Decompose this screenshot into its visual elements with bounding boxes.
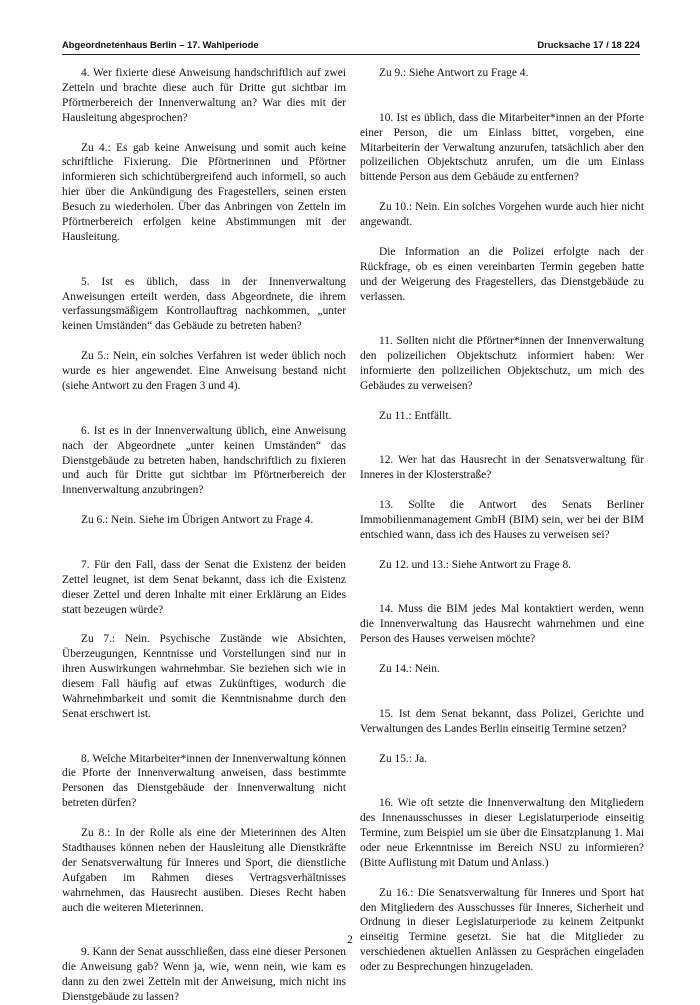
question-8: 8. Welche Mitarbeiter*innen der Innenverwaltung können die Pforte der Innenverwaltung anweisen, dass bestimmte Personen das Dienstgebäude der Innenverwaltung nicht betreten dürfen? — [62, 752, 346, 810]
answer-4: Zu 4.: Es gab keine Anweisung und somit auch keine schriftliche Fixierung. Die Pförtnerinnen und Pförtner informieren sich schichtübergreifend auch informell, so auch hier über die Ankündigung des Fragestellers, seinen ersten Besuch zu wiederholen. Über das Anbringen von Zetteln im Pförtnerbereich erfolgen keine Abstimmungen mit der Hausleitung. — [62, 141, 346, 243]
left-column — [62, 66, 346, 1005]
answer-15: Zu 15.: Ja. — [379, 752, 428, 765]
answer-7: Zu 7.: Nein. Psychische Zustände wie Absichten, Überzeugungen, Kenntnisse und Vorstellungen sind nur in ihren Auswirkungen wahrnehmbar. Sie beziehen sich wie in diesem Fall häufig auf etwas Zukünftiges, wodurch die Wahrnehmbarkeit und somit die Kenntnisnahme durch den Senat erschwert ist. — [62, 633, 346, 720]
header-publisher: Abgeordnetenhaus Berlin – 17. Wahlperiode — [62, 39, 259, 50]
question-16: 16. Wie oft setzte die Innenverwaltung den Mitgliedern des Innenausschusses in dieser Legislaturperiode einseitig Termine, zum Beispiel um sie über die Einsatzplanung 1. Mai oder neue Erkenntnisse im Bereich NSU zu informieren? (Bitte Auflistung mit Datum und Anlass.) — [360, 797, 644, 869]
answer-10: Zu 10.: Nein. Ein solches Vorgehen wurde auch hier nicht angewandt. — [360, 201, 644, 229]
page-header — [62, 39, 640, 53]
header-rule — [62, 54, 640, 55]
answer-5: Zu 5.: Nein, ein solches Verfahren ist weder üblich noch wurde es hier angewendet. Eine Anweisung bestand nicht (siehe Antwort zu den Fragen 3 und 4). — [62, 350, 346, 392]
question-13: 13. Sollte die Antwort des Senats Berliner Immobilienmanagement GmbH (BIM) sein, wer bei der BIM entschied wann, dass ich des Hauses zu verweisen sei? — [360, 499, 644, 541]
right-column — [360, 66, 644, 975]
question-10: 10. Ist es üblich, dass die Mitarbeiter*innen an der Pforte einer Person, die um Einlass bittet, vorgeben, eine Mitarbeiterin der Verwaltung anzurufen, tatsächlich aber den polizeilichen Objektschutz anrufen, um die um Einlass bittende Person aus dem Gebäude zu entfernen? — [360, 111, 644, 184]
question-9: 9. Kann der Senat ausschließen, dass eine dieser Personen die Anweisung gab? Wenn ja, wie, wenn nein, wie kam es dann zu den zwei Zetteln mit der Anweisung, mich nicht ins Dienstgebäude zu lassen? — [62, 946, 346, 1004]
question-6: 6. Ist es in der Innenverwaltung üblich, eine Anweisung nach der Abgeordnete „unter keinen Umständen“ das Dienstgebäude zu betreten haben, handschriftlich zu fixieren und auch für Dritte gut sichtbar im Pförtnerbereich der Innenverwaltung anzubringen? — [62, 424, 346, 497]
answer-14: Zu 14.: Nein. — [379, 663, 440, 676]
answer-6: Zu 6.: Nein. Siehe im Übrigen Antwort zu Frage 4. — [81, 514, 314, 527]
question-4: 4. Wer fixierte diese Anweisung handschriftlich auf zwei Zetteln und brachte diese auch für Dritte gut sichtbar im Pförtnerbereich der Innenverwaltung an? War dies mit der Hausleitung abgesprochen? — [62, 67, 346, 124]
header-document-number: Drucksache 17 / 18 224 — [537, 39, 640, 50]
answer-10-continued: Die Information an die Polizei erfolgte nach der Rückfrage, ob es einen vereinbarten Termin gegeben hatte und der Weigerung des Fragestellers, das Dienstgebäude zu verlassen. — [360, 245, 644, 303]
answer-8: Zu 8.: In der Rolle als eine der Mieterinnen des Alten Stadthauses können neben der Hausleitung alle Dienstkräfte der Senatsverwaltung für Inneres und Sport, die dienstliche Aufgaben im Rahmen dieses Vertragsverhältnisses wahrnehmen, das Hausrecht ausüben. Dieses Recht haben auch die weiteren Mieterinnen. — [62, 827, 346, 914]
question-12: 12. Wer hat das Hausrecht in der Senatsverwaltung für Inneres in der Klosterstraße? — [360, 454, 644, 482]
question-11: 11. Sollten nicht die Pförtner*innen der Innenverwaltung den polizeilichen Objektschutz informiert haben: Wer informierte den polizeilichen Objektschutz, um mich des Gebäudes zu verweisen? — [360, 335, 644, 392]
question-7: 7. Für den Fall, dass der Senat die Existenz der beiden Zettel leugnet, ist dem Senat bekannt, dass ich die Existenz dieser Zettel und deren Inhalte mit einer Erklärung an Eides statt bezeugen würde? — [62, 558, 346, 616]
answer-9: Zu 9.: Siehe Antwort zu Frage 4. — [379, 67, 529, 79]
answer-12-13: Zu 12. und 13.: Siehe Antwort zu Frage 8. — [379, 558, 572, 571]
question-15: 15. Ist dem Senat bekannt, dass Polizei, Gerichte und Verwaltungen des Landes Berlin einseitig Termine setzen? — [360, 707, 644, 735]
answer-11: Zu 11.: Entfällt. — [379, 409, 452, 422]
page-number: 2 — [347, 934, 353, 946]
question-5: 5. Ist es üblich, dass in der Innenverwaltung Anweisungen erteilt werden, dass Abgeordnete, die ihrem verfassungsmäßigem Kontrollauftrag nachkommen, „unter keinen Umständen“ das Gebäude zu betreten haben? — [62, 275, 346, 333]
question-14: 14. Muss die BIM jedes Mal kontaktiert werden, wenn die Innenverwaltung das Hausrecht wahrnehmen und eine Person des Hauses verweisen möchte? — [360, 603, 644, 646]
answer-16: Zu 16.: Die Senatsverwaltung für Inneres und Sport hat den Mitgliedern des Ausschusses für Inneres, Sicherheit und Ordnung in dieser Legislaturperiode zu keinem Zeitpunkt einseitig Termine gesetzt. Sie hat die Mitglieder zu verschiedenen aktuellen Anlässen zu Gesprächen eingeladen oder zu Besprechungen hinzugeladen. — [360, 886, 644, 974]
